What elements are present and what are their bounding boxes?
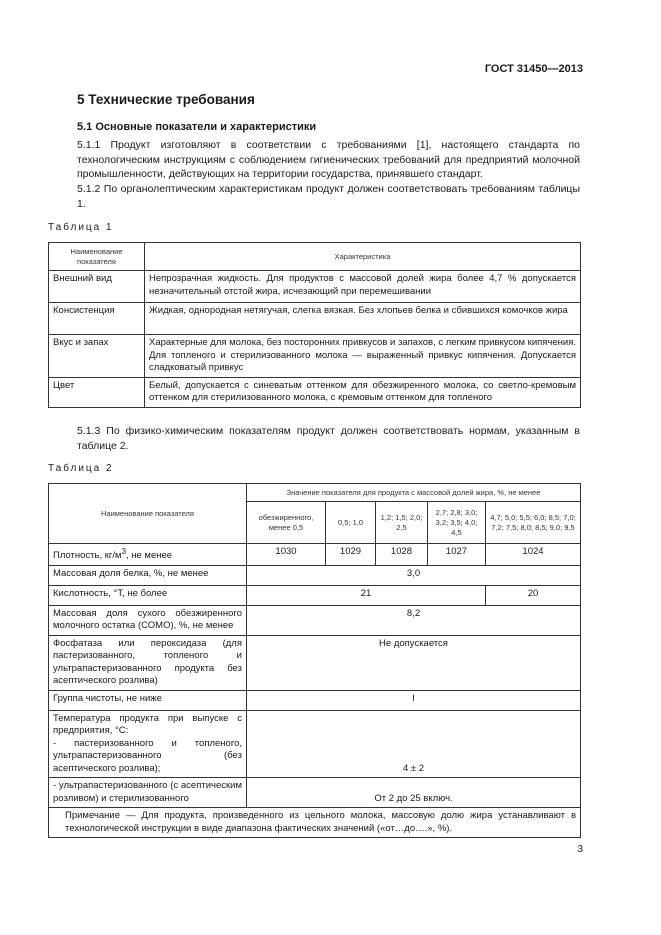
density-value: 1027	[428, 544, 486, 566]
cell-name: Вкус и запах	[49, 335, 145, 378]
density-unit-sup: 3	[121, 547, 126, 556]
somo-label: Массовая доля сухого обезжиренного молочного остатка (СОМО), %, не менее	[49, 605, 247, 635]
density-value: 1028	[376, 544, 428, 566]
table-row	[49, 335, 581, 378]
table-row	[49, 710, 581, 778]
table1-header	[49, 243, 581, 271]
protein-value: 3,0	[247, 565, 581, 585]
subsection-title: 5.1 Основные показатели и характеристики	[77, 121, 317, 133]
density-label	[49, 544, 247, 566]
table-row	[49, 690, 581, 710]
table-row	[49, 544, 581, 566]
temperature-sub: - пастеризованного и топленого, ультрапастеризованного (без асептического розлива);	[53, 737, 242, 774]
paragraph-5-1-1	[77, 138, 580, 182]
table2-header-row	[49, 484, 581, 502]
cell-name: Консистенция	[49, 303, 145, 335]
table1-col-value: Характеристика	[145, 243, 581, 271]
cell-value: Характерные для молока, без посторонних привкусов и запахов, с легким привкусом кипячения. Для топленого и стерилизованного молока — выраженный привкус кипячения. Допускается сладковатый привкус	[145, 335, 581, 378]
sub-col: 0,5; 1,0	[326, 502, 376, 544]
temperature-label	[49, 710, 247, 778]
table-row	[49, 565, 581, 585]
table-note-row	[49, 808, 581, 838]
paragraph-text: 5.1.3 По физико-химическим показателям продукт должен соответствовать нормам, указанным в таблице 2.	[77, 425, 580, 452]
acidity-label: Кислотность, °Т, не более	[49, 585, 247, 605]
table1-col-name: Наименование показателя	[49, 243, 145, 271]
table2-col-group: Значение показателя для продукта с массовой долей жира, %, не менее	[247, 484, 581, 502]
document-code: ГОСТ 31450—2013	[484, 63, 583, 75]
paragraph-5-1-3	[77, 424, 580, 453]
cell-name: Цвет	[49, 377, 145, 407]
uht-value: От 2 до 25 включ.	[247, 778, 581, 808]
table-row	[49, 271, 581, 303]
somo-value: 8,2	[247, 605, 581, 635]
protein-label: Массовая доля белка, %, не менее	[49, 565, 247, 585]
uht-label: - ультрапастеризованного (с асептическим розливом) и стерилизованного	[49, 778, 247, 808]
table-2	[48, 483, 581, 838]
acidity-value-a: 21	[247, 585, 486, 605]
density-value: 1029	[326, 544, 376, 566]
sub-col: 2,7; 2,8; 3,0; 3,2; 3,5; 4,0; 4,5	[428, 502, 486, 544]
cell-name: Внешний вид	[49, 271, 145, 303]
paragraph-5-1-2	[77, 182, 580, 211]
table-row	[49, 605, 581, 635]
page-number: 3	[577, 844, 583, 855]
table-row	[49, 377, 581, 407]
paragraph-text: 5.1.2 По органолептическим характеристикам продукт должен соответствовать требованиям таблицы 1.	[77, 183, 580, 210]
table-row	[49, 303, 581, 335]
phosphatase-value: Не допускается	[247, 635, 581, 690]
density-label-suffix: , не менее	[125, 550, 173, 562]
cell-value: Непрозрачная жидкость. Для продуктов с массовой долей жира более 4,7 % допускается незначительный отстой жира, исчезающий при перемешивании	[145, 271, 581, 303]
table2-col-name: Наименование показателя	[49, 484, 247, 544]
table-row	[49, 585, 581, 605]
table-row	[49, 778, 581, 808]
sub-col: 4,7; 5,0; 5,5; 6,0; 8,5; 7,0; 7,2; 7,5; 8,0; 8,5; 9,0; 9,5	[486, 502, 581, 544]
purity-value: I	[247, 690, 581, 710]
table1-caption: Таблица 1	[48, 222, 114, 233]
cell-value: Жидкая, однородная нетягучая, слегка вязкая. Без хлопьев белка и сбившихся комочков жира	[145, 303, 581, 335]
table-row	[49, 635, 581, 690]
sub-col: обезжиренного, менее 0,5	[247, 502, 326, 544]
density-value: 1030	[247, 544, 326, 566]
section-title: 5 Технические требования	[77, 92, 255, 107]
table2-caption: Таблица 2	[48, 463, 114, 474]
temperature-value: 4 ± 2	[247, 710, 581, 778]
temperature-title: Температура продукта при выпуске с предприятия, °С:	[53, 712, 242, 737]
density-value: 1024	[486, 544, 581, 566]
sub-col: 1,2; 1,5; 2,0; 2,5	[376, 502, 428, 544]
acidity-value-b: 20	[486, 585, 581, 605]
table2-note: Примечание — Для продукта, произведенного из цельного молока, массовую долю жира устанавливают в технологической инструкции в виде диапазона фактических значений («от…до….», %).	[49, 808, 581, 838]
table-1	[48, 242, 581, 408]
paragraph-text: 5.1.1 Продукт изготовляют в соответствии с требованиями [1], настоящего стандарта по технологическим инструкциям с соблюдением гигиенических требований для предприятий молочной промышленности, действующих на территории государства, принявшего стандарт.	[77, 139, 580, 180]
density-label-text: Плотность, кг/м	[53, 550, 122, 562]
purity-label: Группа чистоты, не ниже	[49, 690, 247, 710]
phosphatase-label: Фосфатаза или пероксидаза (для пастеризованного, топленого и ультрапастеризованного продукта без асептического розлива)	[49, 635, 247, 690]
cell-value: Белый, допускается с синеватым оттенком для обезжиренного молока, со светло-кремовым оттенком для стерилизованного молока, с кремовым оттенком для топленого	[145, 377, 581, 407]
